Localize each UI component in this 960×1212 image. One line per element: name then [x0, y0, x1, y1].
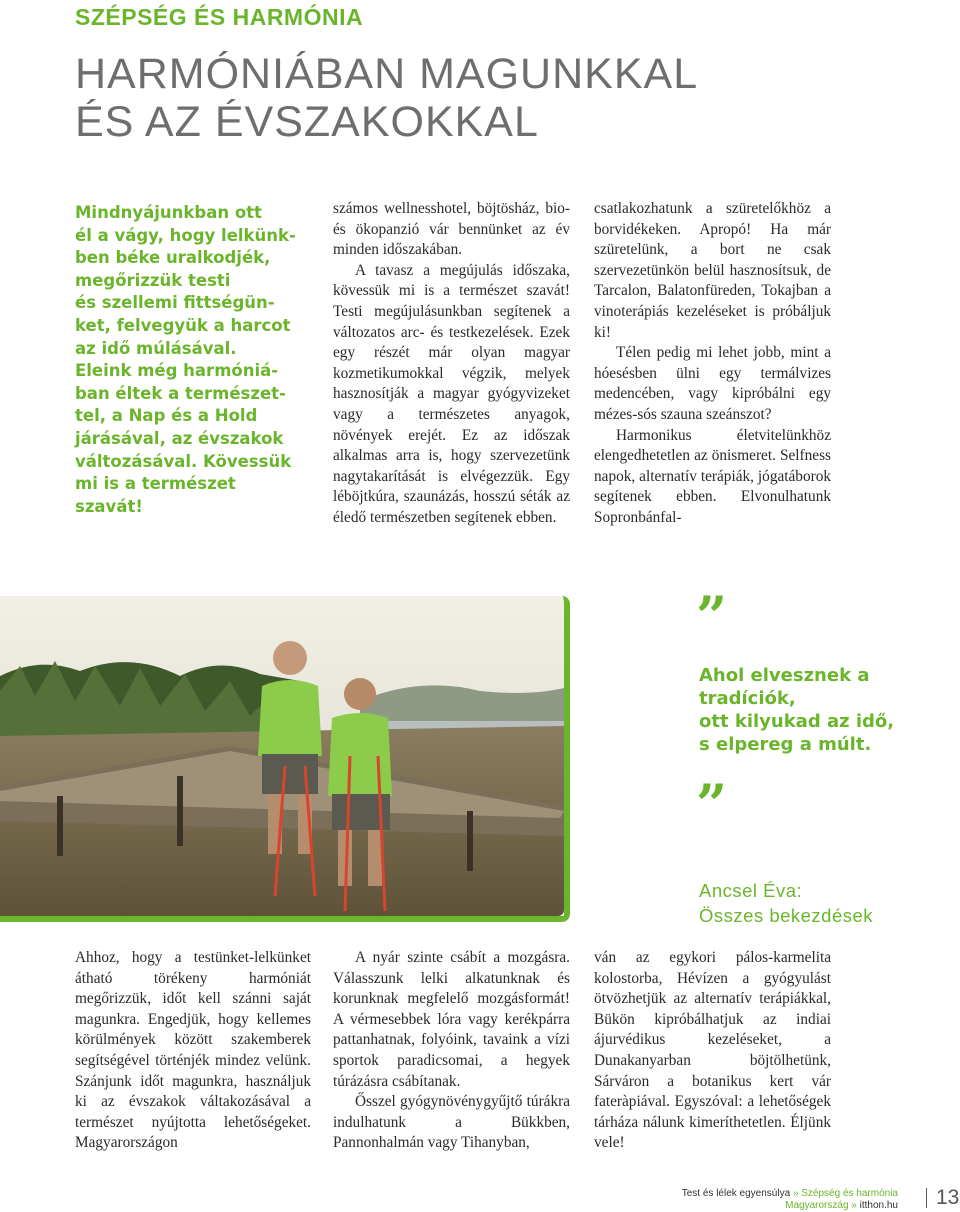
footer-website: itthon.hu — [859, 1200, 898, 1211]
article-column-2 — [594, 199, 831, 529]
lead-paragraph — [75, 202, 310, 518]
title-line-1: HARMÓNIÁBAN MAGUNKKAL — [75, 50, 699, 98]
lead-line: és szellemi fittségün- — [75, 293, 275, 313]
lead-line: Mindnyájunkban ott — [75, 203, 262, 222]
lead-fragment: változásával. — [75, 451, 198, 471]
lead-line: mi is a természet — [75, 474, 236, 494]
lead-line: él a vágy, hogy lelkünk- — [75, 225, 296, 245]
section-label: SZÉPSÉG ÉS HARMÓNIA — [75, 4, 364, 30]
footer-divider — [926, 1188, 927, 1208]
quote-mark-close: ” — [696, 772, 728, 836]
lead-line: az idő múlásával. — [75, 338, 237, 358]
lead-line: ket, felvegyük a harcot — [75, 315, 291, 335]
paragraph: Ahhoz, hogy a testünket-lelkünket átható törékeny harmóniát megőrizzük, időt kell szánni saját magunkra. Engedjük, hogy kellemes körülmények között szakemberek segítségével történjék mindez velünk. Szánjunk időt magunkra, használjuk ki az évszakok váltakozásával a természet nyújtotta lehetőségeket. Magyarországon — [75, 949, 311, 1152]
title-line-2: ÉS AZ ÉVSZAKOKKAL — [75, 98, 539, 146]
lead-line: ben béke uralkodjék, — [75, 248, 271, 268]
paragraph: csatlakozhatunk a szüretelőkhöz a borvidékeken. Apropó! Ha már szüretelünk, a bort ne csak szervezetünkön belül hasznosítsuk, de Tarcalon, Balatonfüreden, Tokajban a vinoterápiás kezeléseket is próbáljuk ki! — [594, 200, 831, 341]
footer-separator: » — [790, 1188, 802, 1199]
lead-line — [75, 451, 310, 474]
page-number: 13 — [936, 1186, 960, 1209]
page-footer — [682, 1188, 898, 1212]
footer-line-2 — [682, 1200, 898, 1212]
page-title — [75, 50, 698, 146]
paragraph: ván az egykori pálos-karmelita kolostorba, Hévízen a gyógyulást ötvözhetjük az alternatív terápiákkal, Bükön kipróbálhatjuk az indiai ájurvédikus kezeléseket, a Dunakanyarban böjtölhetünk, Sárváron a botanikus kert vár fateràpiával. Egyszóval: a lehetőségek tárháza nálunk kimeríthetetlen. Éljünk vele! — [594, 949, 831, 1152]
article-column-1 — [333, 199, 570, 529]
lead-line: Eleink még harmóniá- — [75, 361, 279, 381]
lead-line: szavát! — [75, 496, 143, 516]
paragraph: A nyár szinte csábít a mozgásra. Válasszunk lelki alkatunknak és korunknak megfelelő mozgásformát! A vérmesebbek lóra vagy kerékpárra pattanhatnak, folyóink, tavaink a vízi sportok paradicsomai, a hegyek túrázásra csábítanak. — [333, 949, 570, 1090]
lead-line: tel, a Nap és a Hold — [75, 406, 258, 426]
paragraph: Télen pedig mi lehet jobb, mint a hóesésben ülni egy termálvizes medencében, vagy kipróbálni egy mézes-sós szauna szeánszot? — [594, 344, 831, 423]
quote-line: s elpereg a múlt. — [699, 734, 872, 755]
footer-section: Szépség és harmónia — [801, 1188, 898, 1199]
author-work: Összes bekezdések — [699, 905, 874, 926]
quote-line: Ahol elvesznek a tradíciók, — [699, 665, 870, 709]
quote-line: ott kilyukad az idő, — [699, 711, 895, 732]
footer-text: Test és lélek egyensúlya — [681, 1188, 791, 1199]
footer-country: Magyarország — [785, 1200, 849, 1211]
footer-separator: » — [848, 1200, 860, 1211]
author-name: Ancsel Éva: — [699, 880, 803, 901]
article-column-3 — [75, 948, 311, 1154]
article-column-5 — [594, 948, 831, 1154]
lead-line: járásával, az évszakok — [75, 428, 284, 448]
quote-mark-open: ” — [696, 584, 728, 648]
paragraph: Harmonikus életvitelünkhöz elengedhetetlen az önismeret. Selfness napok, alternatív terápiák, jógatáborok segítenek ebben. Elvonulhatunk Sopronbánfal- — [594, 426, 831, 526]
article-column-4 — [333, 948, 570, 1154]
photo-frame — [0, 596, 570, 922]
lead-line: ban éltek a természet- — [75, 383, 286, 403]
quote-author — [699, 878, 873, 928]
pull-quote — [699, 664, 960, 756]
lead-fragment: Kövessük — [203, 451, 292, 471]
paragraph: A tavasz a megújulás időszaka, kövessük mi is a természet szavát! Testi megújulásunkban segítenek a változatos arc- és testkezelések. Ezek egy részét már olyan magyar kozmetikumokkal végzik, melyek hasznosítják a magyar gyógyvizeket vagy a természetes anyagok, növények erejét. Ez az időszak alkalmas arra is, hogy szervezetünk nagytakarítását is elvégezzük. Egy léböjtkúra, szaunázás, hosszú séták az éledő természetben segítenek ebben. — [333, 261, 570, 526]
lead-line: megőrizzük testi — [75, 270, 231, 290]
footer-line-1 — [682, 1188, 898, 1200]
paragraph: Ősszel gyógynövénygyűjtő túrákra indulhatunk a Bükkben, Pannonhalmán vagy Tihanyban, — [333, 1093, 570, 1152]
paragraph: számos wellnesshotel, böjtösház, bio- és ökopanzió vár bennünket az év minden időszakában. — [333, 200, 570, 259]
